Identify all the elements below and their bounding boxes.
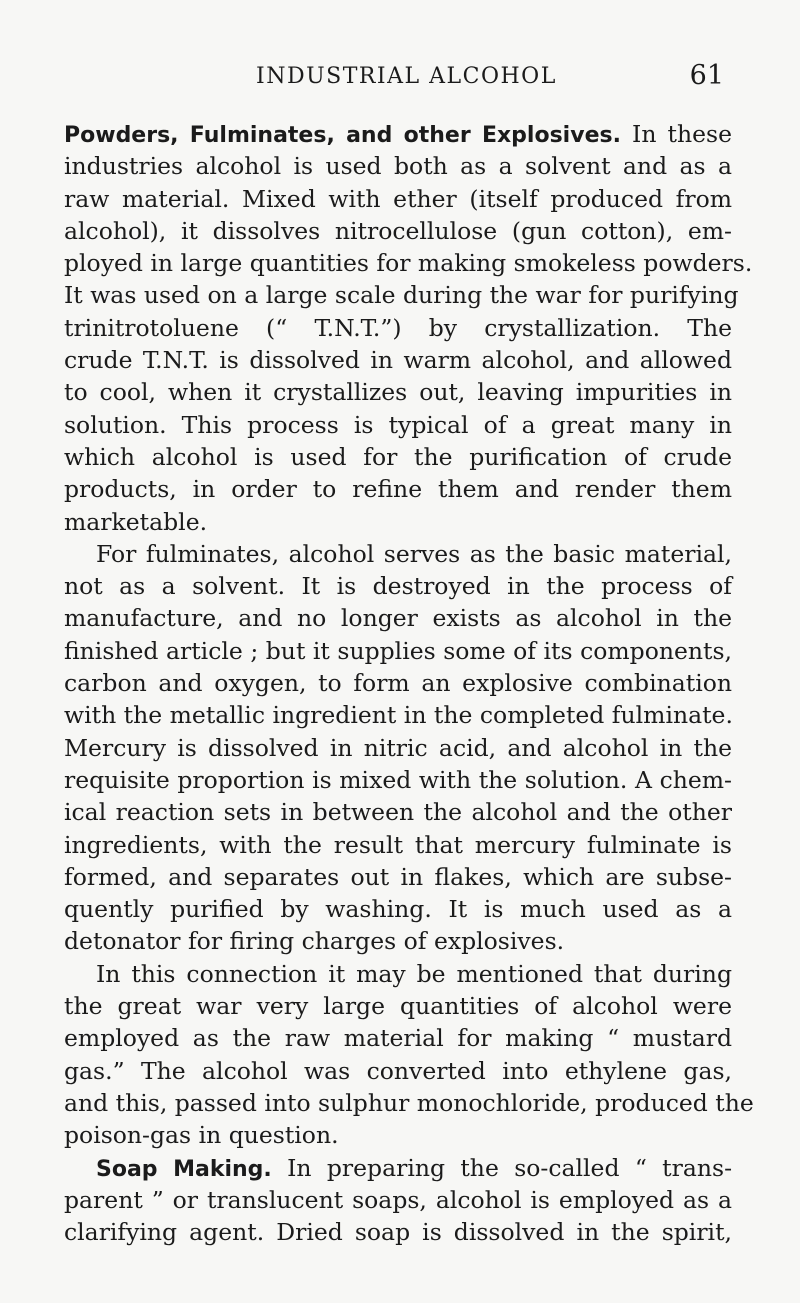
text-line: carbon and oxygen, to form an explosive combination (64, 669, 732, 698)
running-head (256, 60, 724, 100)
text-line: For fulminates, alcohol serves as the basic material, (96, 539, 732, 568)
text-line: not as a solvent. It is destroyed in the process of (64, 572, 732, 601)
text-line: and this, passed into sulphur monochloride, produced the (64, 1088, 754, 1117)
text-line: alcohol), it dissolves nitrocellulose (gun cotton), em- (64, 216, 732, 245)
text-line: raw material. Mixed with ether (itself produced from (64, 184, 732, 213)
page-number: 61 (689, 60, 724, 91)
running-title: INDUSTRIAL ALCOHOL (256, 64, 557, 89)
paragraph-fulminates (64, 538, 732, 958)
text-line: to cool, when it crystallizes out, leaving impurities in (64, 378, 732, 407)
text-line: requisite proportion is mixed with the solution. A chem- (64, 765, 732, 794)
text-line: products, in order to refine them and render them (64, 475, 732, 504)
text-line: solution. This process is typical of a great many in (64, 410, 732, 439)
text-line: parent ” or translucent soaps, alcohol is employed as a (64, 1185, 732, 1214)
text-line: In this connection it may be mentioned that during (96, 959, 732, 988)
text-line: Mercury is dissolved in nitric acid, and alcohol in the (64, 733, 732, 762)
text-line: employed as the raw material for making “ mustard (64, 1024, 732, 1053)
text-line: the great war very large quantities of alcohol were (64, 992, 732, 1021)
paragraph-explosives (64, 118, 753, 538)
text-line: gas.” The alcohol was converted into ethylene gas, (64, 1056, 732, 1085)
section-heading-soap-making: Soap Making. (96, 1156, 272, 1182)
text-line: with the metallic ingredient in the completed fulminate. (64, 701, 733, 730)
text-line: poison-gas in question. (64, 1121, 339, 1150)
text-line: trinitrotoluene (“ T.N.T.”) by crystallization. The (64, 313, 732, 342)
text-line: detonator for firing charges of explosives. (64, 927, 565, 956)
section-heading-explosives: Powders, Fulminates, and other Explosives. (64, 123, 621, 148)
text-line: manufacture, and no longer exists as alcohol in the (64, 604, 732, 633)
text-line: Soap Making. In preparing the so-called “ trans- (96, 1153, 733, 1182)
text-line: which alcohol is used for the purification of crude (64, 442, 732, 471)
text-line: formed, and separates out in flakes, which are subse- (64, 862, 732, 891)
text-line: ployed in large quantities for making smokeless powders. (64, 249, 753, 278)
body-text (64, 118, 754, 1248)
text-line: clarifying agent. Dried soap is dissolved in the spirit, (64, 1218, 732, 1247)
text-line: It was used on a large scale during the war for purifying (64, 281, 739, 310)
paragraph-soap-making (64, 1152, 732, 1249)
text-line: Powders, Fulminates, and other Explosives. In these (64, 120, 733, 148)
text-line: quently purified by washing. It is much used as a (64, 895, 732, 924)
text-line: ingredients, with the result that mercury fulminate is (64, 830, 732, 859)
text-line: marketable. (64, 507, 208, 536)
paragraph-mustard-gas (64, 958, 754, 1152)
text-line: finished article ; but it supplies some of its components, (64, 636, 732, 665)
text-line: ical reaction sets in between the alcohol and the other (64, 798, 732, 827)
text-line: industries alcohol is used both as a solvent and as a (64, 152, 732, 181)
text-line: crude T.N.T. is dissolved in warm alcohol, and allowed (64, 346, 732, 375)
